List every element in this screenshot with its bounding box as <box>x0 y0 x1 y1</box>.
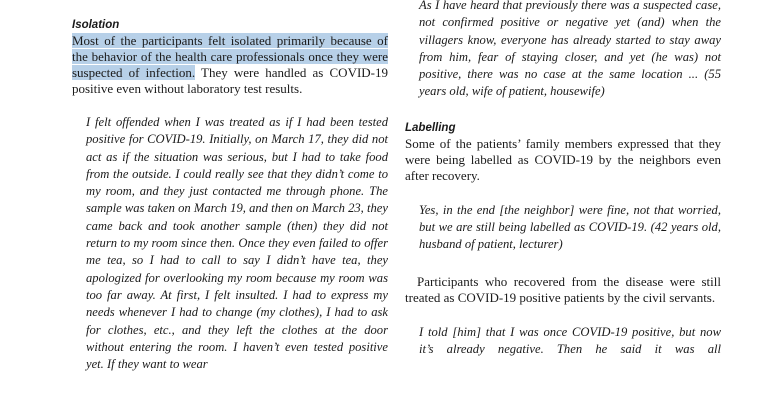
paragraph-text: They were handled as COVID-19 positive even without laboratory test results. <box>72 65 388 96</box>
left-column <box>72 0 388 373</box>
right-column <box>405 0 721 358</box>
isolation-paragraph <box>72 33 388 97</box>
participant-quote-2: Yes, in the end [the neighbor] were fine, not that worried, but we are still being labelled as COVID-19. (42 years old, husband of patient, lecturer) <box>419 202 721 252</box>
civil-servants-paragraph: Participants who recovered from the disease were still treated as COVID-19 positive patients by the civil servants. <box>405 273 721 305</box>
section-heading-isolation: Isolation <box>72 19 120 31</box>
section-heading-labelling: Labelling <box>405 121 456 134</box>
participant-quote-1: As I have heard that previously there was a suspected case, not confirmed positive or negative yet (and) when the villagers know, everyone has already started to stay away from him, fear of staying closer, and yet (he was) not positive, there was no case at the same location ... (55 years old, wife of patient, housewife) <box>419 0 721 99</box>
highlighted-text[interactable]: Most of the participants felt isolated primarily because of the behavior of the health care professionals once they were suspected of infection. <box>72 33 388 80</box>
labelling-paragraph: Some of the patients’ family members expressed that they were being labelled as COVID-19 by the neighbors even after recovery. <box>405 135 721 183</box>
participant-quote: I felt offended when I was treated as if I had been tested positive for COVID-19. Initially, on March 17, they did not act as if the situation was serious, but I had to take food from the outside. I could really see that they didn’t come to my room, and they just contacted me through phone. The sample was taken on March 19, and then on March 23, they came back and took another sample (then) they did not return to my room since then. Once they even failed to offer me tea, so I had to call to say I didn’t have tea, they apologized for overlooking my room because my room was too far away. At first, I felt insulted. I had to express my needs whenever I had to change (my clothes), I had to ask for clothes, etc., and they left the clothes at the door without entering the room. I haven’t even tested positive yet. If they want to wear <box>86 115 388 372</box>
participant-quote-3: I told [him] that I was once COVID-19 positive, but now it’s already negative. Then he said it was all <box>419 324 721 356</box>
